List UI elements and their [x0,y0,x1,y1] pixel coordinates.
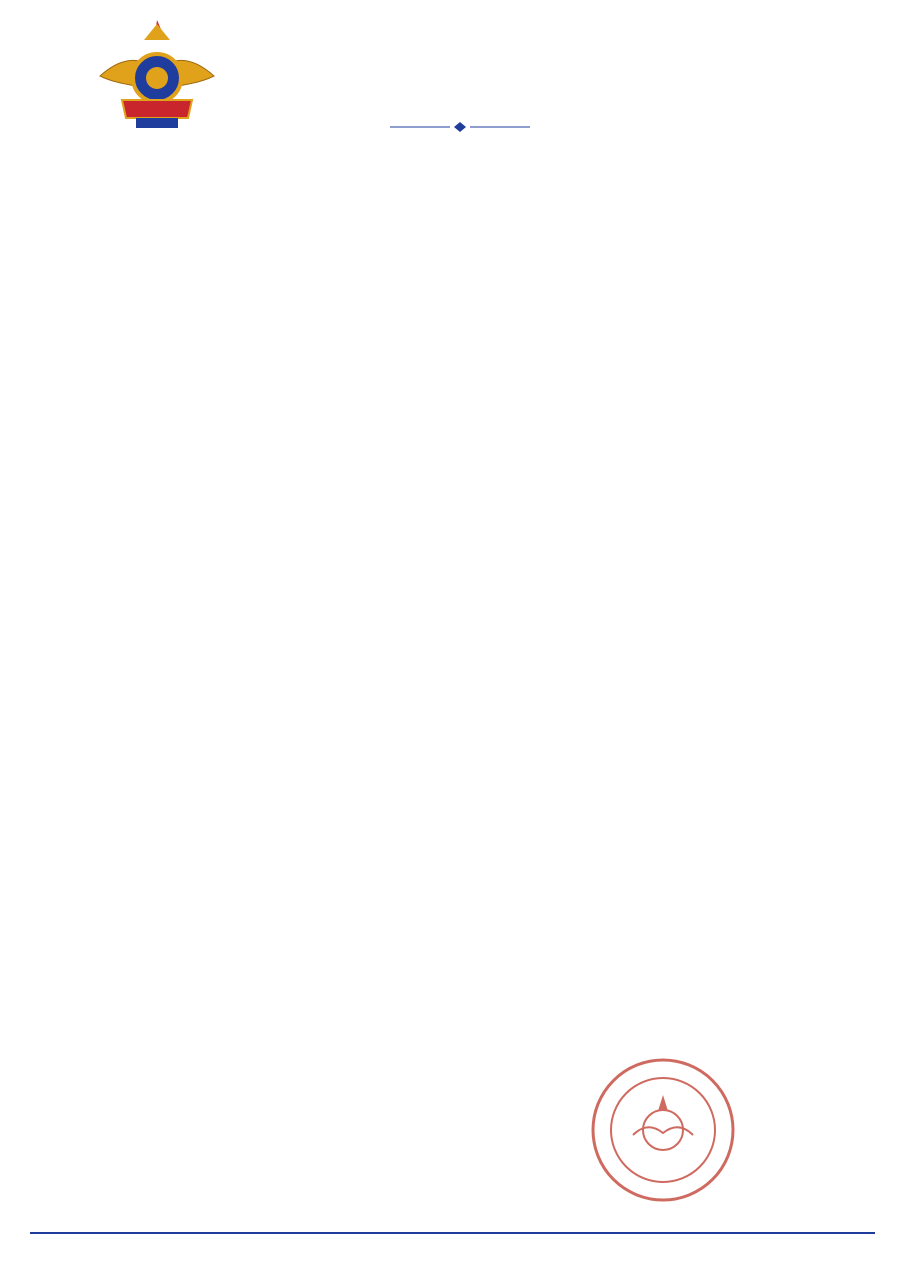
footer-divider [30,1232,875,1234]
kingdom-header [260,30,720,34]
winged-emblem-icon [92,14,222,144]
official-seal-icon [588,1055,738,1205]
organization-header [70,150,370,156]
ornamental-divider-icon [390,122,530,132]
